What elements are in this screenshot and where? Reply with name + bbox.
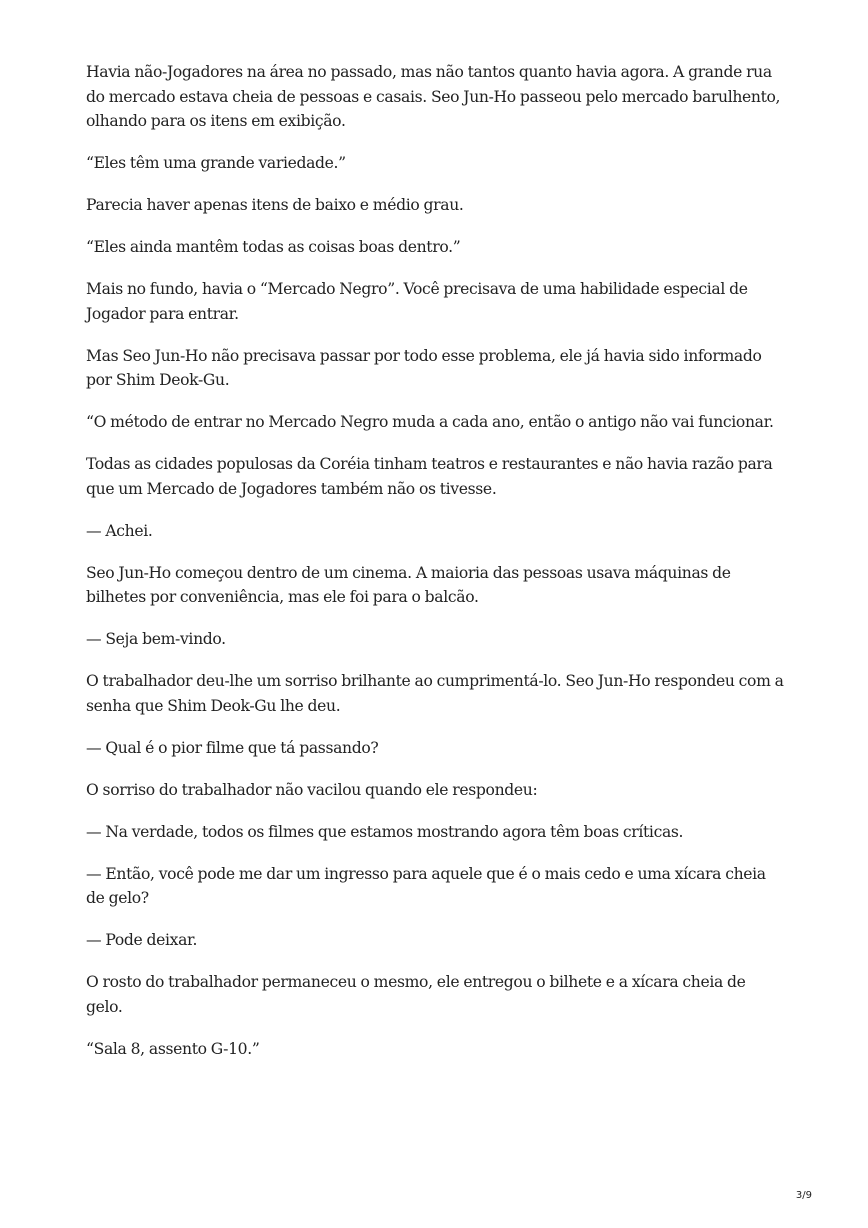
paragraph: “Eles ainda mantêm todas as coisas boas dentro.” xyxy=(86,238,461,256)
paragraph: Parecia haver apenas itens de baixo e médio grau. xyxy=(86,196,464,214)
paragraph: “O método de entrar no Mercado Negro muda a cada ano, então o antigo não vai funcionar. xyxy=(86,413,774,431)
paragraph: Mas Seo Jun-Ho não precisava passar por todo esse problema, ele já havia sido informado por Shim Deok-Gu. xyxy=(86,346,762,389)
paragraph: — Achei. xyxy=(86,521,153,540)
paragraph: Mais no fundo, havia o “Mercado Negro”. Você precisava de uma habilidade especial de Jogador para entrar. xyxy=(86,280,748,323)
paragraph: — Na verdade, todos os filmes que estamos mostrando agora têm boas críticas. xyxy=(86,822,684,841)
paragraph: — Então, você pode me dar um ingresso para aquele que é o mais cedo e uma xícara cheia de gelo? xyxy=(86,864,766,907)
paragraph: — Seja bem-vindo. xyxy=(86,630,226,648)
paragraph: Seo Jun-Ho começou dentro de um cinema. A maioria das pessoas usava máquinas de bilhetes por conveniência, mas ele foi para o balcão. xyxy=(86,563,731,606)
paragraph: — Qual é o pior filme que tá passando? xyxy=(86,738,379,757)
paragraph: Todas as cidades populosas da Coréia tinham teatros e restaurantes e não havia razão para que um Mercado de Jogadores também não os tivesse. xyxy=(86,455,773,498)
paragraph: “Sala 8, assento G-10.” xyxy=(86,1039,260,1058)
page-number: 3/9 xyxy=(795,1190,812,1201)
paragraph: O rosto do trabalhador permaneceu o mesmo, ele entregou o bilhete e a xícara cheia de gelo. xyxy=(86,973,746,1016)
paragraph: O sorriso do trabalhador não vacilou quando ele respondeu: xyxy=(86,780,538,799)
document-body xyxy=(86,60,786,1079)
paragraph: “Eles têm uma grande variedade.” xyxy=(86,154,346,172)
paragraph: — Pode deixar. xyxy=(86,931,198,949)
paragraph: O trabalhador deu-lhe um sorriso brilhante ao cumprimentá-lo. Seo Jun-Ho respondeu com a senha que Shim Deok-Gu lhe deu. xyxy=(86,672,784,715)
paragraph: Havia não-Jogadores na área no passado, mas não tantos quanto havia agora. A grande rua do mercado estava cheia de pessoas e casais. Seo Jun-Ho passeou pelo mercado barulhento, olhando para os itens em exibição. xyxy=(86,63,781,130)
